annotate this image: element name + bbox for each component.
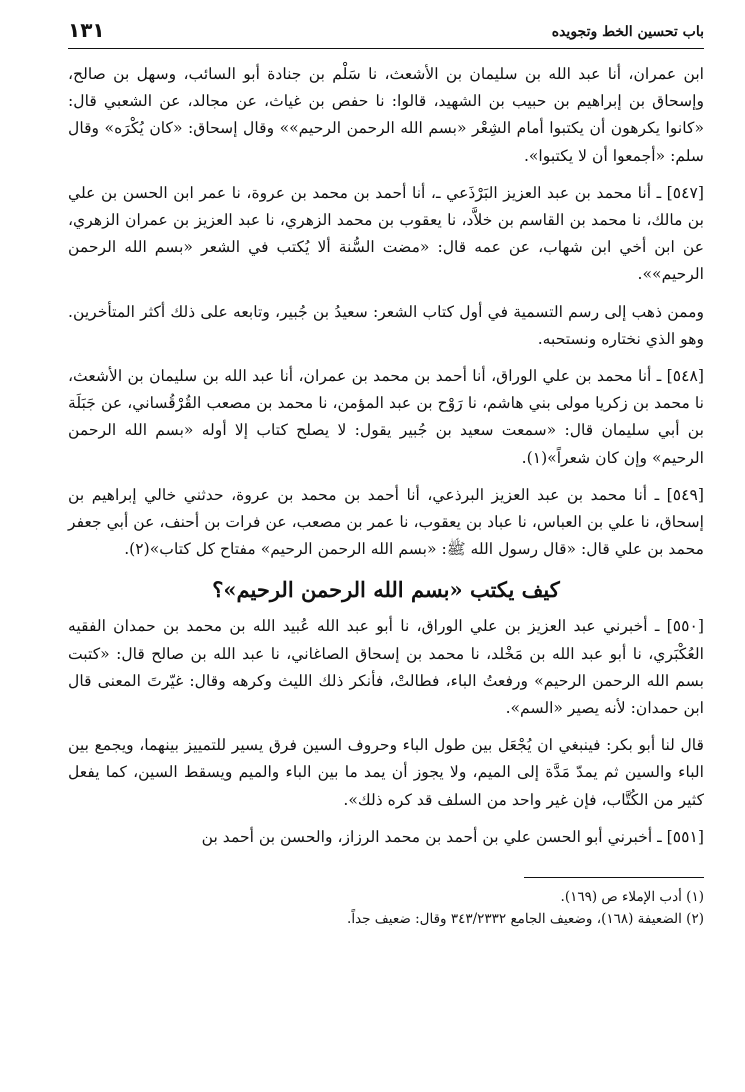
book-page xyxy=(68,14,704,930)
running-header xyxy=(68,14,704,49)
chapter-title: باب تحسين الخط وتجويده xyxy=(551,24,704,40)
paragraph: قال لنا أبو بكر: فينبغي ان يُجْعَل بين طول الباء وحروف السين فرق يسير للتمييز بينهما، ويجمع بين الباء والسين ثم يمدّ مَدَّة إلى الميم، ولا يجوز أن يمد ما بين الباء والميم ويسقط السين، كما يفعل كثير من الكُتَّاب، فإن غير واحد من السلف قد كره ذلك». xyxy=(68,736,704,809)
hadith-548: [٥٤٨] ـ أنا محمد بن علي الوراق، أنا أحمد بن محمد بن عمران، أنا عبد الله بن سليمان بن الأشعث، نا محمد بن زكريا مولى بني هاشم، نا رَوْح بن عبد المؤمن، نا محمد بن مصعب القُرْقُساني، عن جَبَلَة بن أبي سليمان قال: «سمعت سعيد بن جُبير يقول: لا يصلح كتاب إلا أوله «بسم الله الرحمن الرحيم» وإن كان شعراً»(١). xyxy=(68,367,704,467)
hadith-550: [٥٥٠] ـ أخبرني عبد العزيز بن علي الوراق، نا أبو عبد الله عُبيد الله بن محمد بن حمدان الفقيه العُكْبَري، نا أبو عبد الله بن مَخْلد، نا محمد بن إسحاق الصاغاني، نا عبد الله بن صالح قال: «كتبت بسم الله الرحمن الرحيم» ورفعتُ الباء، فطالتْ، فأنكر ذلك الليث وكرهه وقال: غيّرتَ المعنى قال ابن حمدان: لأنه يصير «السم». xyxy=(68,617,704,718)
page-number: ١٣١ xyxy=(68,18,105,42)
footnote-2: (٢) الضعيفة (١٦٨)، وضعيف الجامع ٣٤٣/٢٣٣٢ وقال: ضعيف جداً. xyxy=(347,911,704,928)
footnote-divider xyxy=(524,877,704,878)
hadith-547: [٥٤٧] ـ أنا محمد بن عبد العزيز البَرْذَعي ـ، أنا أحمد بن محمد بن عروة، نا عمر ابن الحسن بن علي بن مالك، نا محمد بن القاسم بن خلاَّد، نا يعقوب بن محمد الزهري، نا عبد العزيز بن عمران الزهري، عن ابن أخي ابن شهاب، عن عمه قال: «مضت السُّنة ألا يُكتب في الشعر «بسم الله الرحمن الرحيم»». xyxy=(68,183,704,284)
footnote-1: (١) أدب الإملاء ص (١٦٩). xyxy=(560,889,704,906)
main-text xyxy=(68,61,704,851)
paragraph: ابن عمران، أنا عبد الله بن سليمان بن الأشعث، نا سَلْم بن جنادة أبو السائب، وسهل بن صالح، وإسحاق بن إبراهيم بن حبيب بن الشهيد، قالوا: نا حفص بن غياث، عن مجالد، عن الشعبي قال: «كانوا يكرهون أن يكتبوا أمام الشِعْر «بسم الله الرحمن الرحيم»» وقال إسحاق: «كان يُكْرَه» وقال سلم: «أجمعوا أن لا يكتبوا». xyxy=(68,65,704,165)
section-heading: كيف يكتب «بسم الله الرحمن الرحيم»؟ xyxy=(212,577,560,603)
hadith-551: [٥٥١] ـ أخبرني أبو الحسن علي بن أحمد بن محمد الرزاز، والحسن بن أحمد بن xyxy=(201,827,704,846)
paragraph: وممن ذهب إلى رسم التسمية في أول كتاب الشعر: سعيدُ بن جُبير، وتابعه على ذلك أكثر المتأخرين. وهو الذي نختاره ونستحبه. xyxy=(68,302,704,348)
hadith-549: [٥٤٩] ـ أنا محمد بن عبد العزيز البرذعي، أنا أحمد بن محمد بن عروة، حدثني خالي إبراهيم بن إسحاق، نا علي بن العباس، نا عباد بن يعقوب، نا عمر بن مصعب، عن فرات بن أحنف، عن أبي جعفر محمد بن علي قال: «قال رسول الله ﷺ: «بسم الله الرحمن الرحيم» مفتاح كل كتاب»(٢). xyxy=(68,485,704,559)
